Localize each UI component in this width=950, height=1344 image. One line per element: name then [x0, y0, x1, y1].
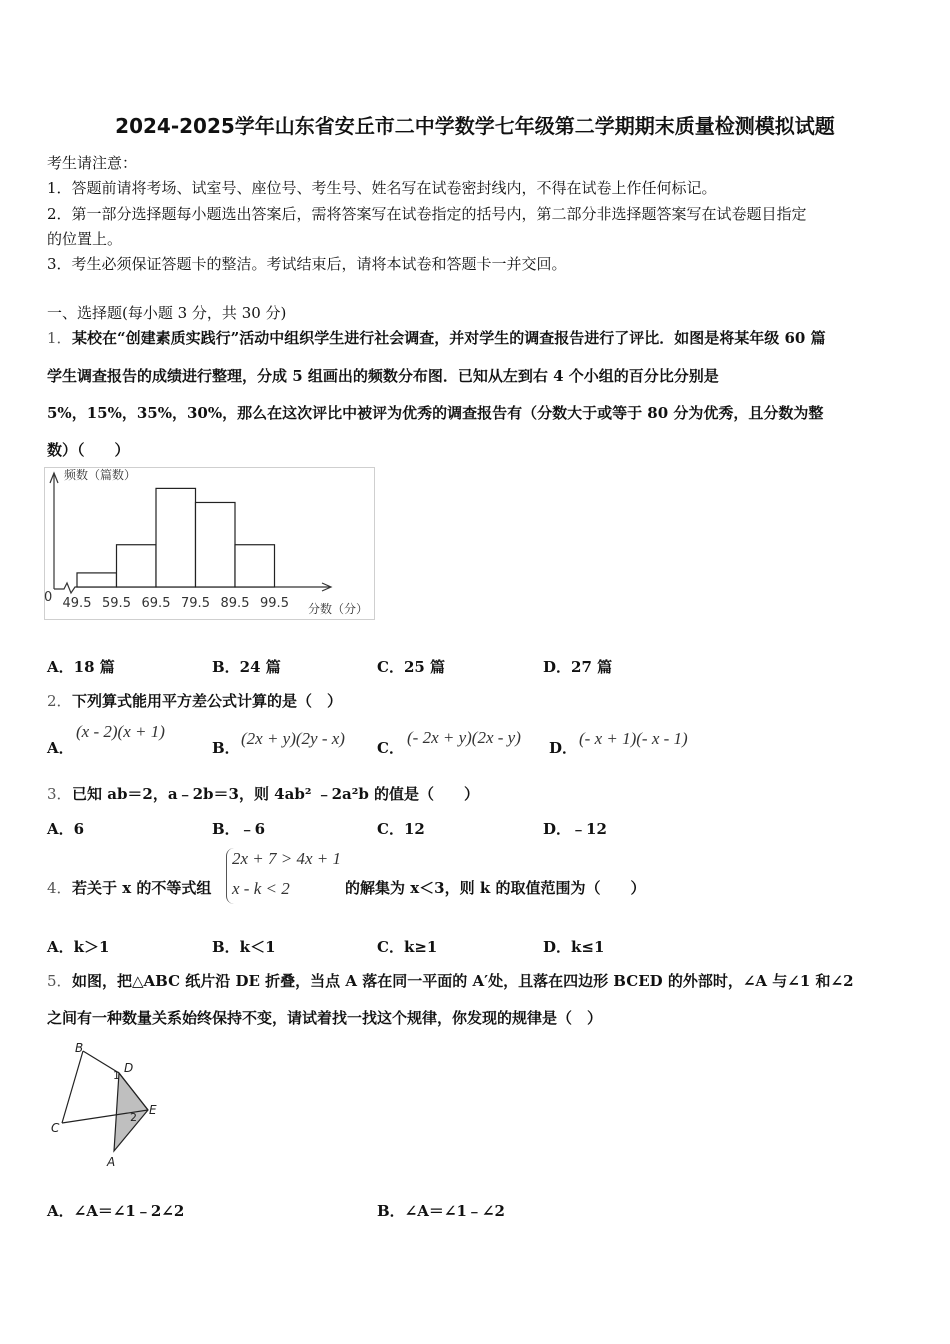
histogram-bar-4: [196, 502, 236, 587]
q4-number: 4．: [47, 879, 72, 897]
q1-line-1: 某校在“创建素质实践行”活动中组织学生进行社会调查，并对学生的调查报告进行了评比．如图是将某年级 60 篇: [72, 329, 826, 347]
label-e: E: [149, 1103, 157, 1117]
q1-line-4: 数）（ ）: [47, 441, 130, 459]
fold-triangle-figure: [45, 1038, 170, 1173]
label-angle-1: 1: [113, 1069, 120, 1082]
q5-number: 5．: [47, 972, 72, 990]
frequency-histogram: [44, 467, 376, 621]
q1-line-2: 学生调查报告的成绩进行整理，分成 5 组画出的频数分布图．已知从左到右 4 个小组的百分比分别是: [47, 367, 719, 385]
q1-option-d[interactable]: D．27 篇: [543, 658, 613, 676]
section-heading: 一、选择题(每小题 3 分，共 30 分): [47, 304, 287, 322]
q2-stem: 下列算式能用平方差公式计算的是（ ）: [72, 692, 343, 710]
q4-inequality-1: 2x + 7 > 4x + 1: [232, 849, 342, 868]
notice-item-1: 1．答题前请将考场、试室号、座位号、考生号、姓名写在试卷密封线内，不得在试卷上作任何标记。: [47, 179, 717, 197]
label-angle-2: 2: [130, 1111, 137, 1124]
q2-option-d-expr: (- x + 1)(- x - 1): [579, 729, 688, 748]
q1-option-a[interactable]: A．18 篇: [47, 658, 115, 676]
label-a: A: [107, 1155, 116, 1169]
q2-option-d-label[interactable]: D．: [549, 739, 578, 757]
x-tick-label: 59.5: [102, 596, 131, 611]
q4-option-b[interactable]: B．k＜1: [212, 938, 276, 956]
q4-option-d[interactable]: D．k≤1: [543, 938, 605, 956]
q1-line-3: 5%，15%，35%，30%，那么在这次评比中被评为优秀的调查报告有（分数大于或等于 80 分为优秀，且分数为整: [47, 404, 824, 422]
label-c: C: [51, 1121, 60, 1135]
q5-line-1: 如图，把△ABC 纸片沿 DE 折叠，当点 A 落在同一平面的 A′处，且落在四边形 BCED 的外部时，∠A 与∠1 和∠2: [72, 972, 854, 990]
origin-label: 0: [44, 590, 53, 605]
q5-option-a[interactable]: A．∠A＝∠1﹣2∠2: [47, 1202, 185, 1220]
page-title: 2024-2025学年山东省安丘市二中学数学七年级第二学期期末质量检测模拟试题: [115, 114, 835, 138]
q3-option-a[interactable]: A．6: [47, 820, 85, 838]
q4-option-c[interactable]: C．k≥1: [377, 938, 438, 956]
q3-number: 3．: [47, 785, 72, 803]
q2-option-a-expr: (x - 2)(x + 1): [76, 722, 165, 741]
q4-inequality-2: x - k < 2: [232, 879, 290, 898]
q2-option-c-expr: (- 2x + y)(2x - y): [407, 728, 521, 747]
x-tick-label: 69.5: [141, 596, 171, 611]
q2-option-a-label[interactable]: A．: [47, 739, 74, 757]
q2-option-b-label[interactable]: B．: [212, 739, 240, 757]
histogram-bar-1: [77, 573, 117, 587]
y-axis-label: 频数（篇数）: [64, 468, 137, 482]
histogram-bar-3: [156, 488, 196, 587]
q4-stem-after: 的解集为 x＜3，则 k 的取值范围为（ ）: [345, 879, 646, 897]
q3-option-c[interactable]: C．12: [377, 820, 425, 838]
x-tick-label: 79.5: [181, 596, 210, 611]
q3-option-d[interactable]: D．﹣12: [543, 820, 607, 838]
notice-item-2: 2．第一部分选择题每小题选出答案后，需将答案写在试卷指定的括号内，第二部分非选择题答案写在试卷题目指定: [47, 205, 807, 223]
notice-heading: 考生请注意：: [47, 154, 138, 172]
x-tick-label: 89.5: [220, 596, 250, 611]
label-d: D: [124, 1061, 134, 1075]
q3-option-b[interactable]: B．﹣6: [212, 820, 266, 838]
x-tick-label: 49.5: [62, 596, 92, 611]
q5-line-2: 之间有一种数量关系始终保持不变，请试着找一找这个规律，你发现的规律是（ ）: [47, 1009, 603, 1027]
histogram-bar-2: [117, 545, 157, 587]
label-b: B: [75, 1041, 84, 1055]
q2-number: 2．: [47, 692, 72, 710]
x-tick-label: 99.5: [260, 596, 289, 611]
q1-number: 1．: [47, 329, 72, 347]
notice-item-3: 3．考生必须保证答题卡的整洁。考试结束后，请将本试卷和答题卡一并交回。: [47, 255, 567, 273]
q4-stem-before: 若关于 x 的不等式组: [72, 879, 212, 897]
notice-item-2-cont: 的位置上。: [47, 230, 123, 248]
q1-option-b[interactable]: B．24 篇: [212, 658, 281, 676]
q3-stem: 已知 ab＝2，a﹣2b＝3，则 4ab² ﹣2a²b 的值是（ ）: [72, 785, 480, 803]
q1-option-c[interactable]: C．25 篇: [377, 658, 446, 676]
histogram-bar-5: [235, 545, 275, 587]
q2-option-b-expr: (2x + y)(2y - x): [241, 729, 345, 748]
q5-option-b[interactable]: B．∠A＝∠1﹣∠2: [377, 1202, 505, 1220]
q2-option-c-label[interactable]: C．: [377, 739, 404, 757]
x-axis-label: 分数（分）: [308, 602, 369, 616]
q4-option-a[interactable]: A．k＞1: [47, 938, 110, 956]
